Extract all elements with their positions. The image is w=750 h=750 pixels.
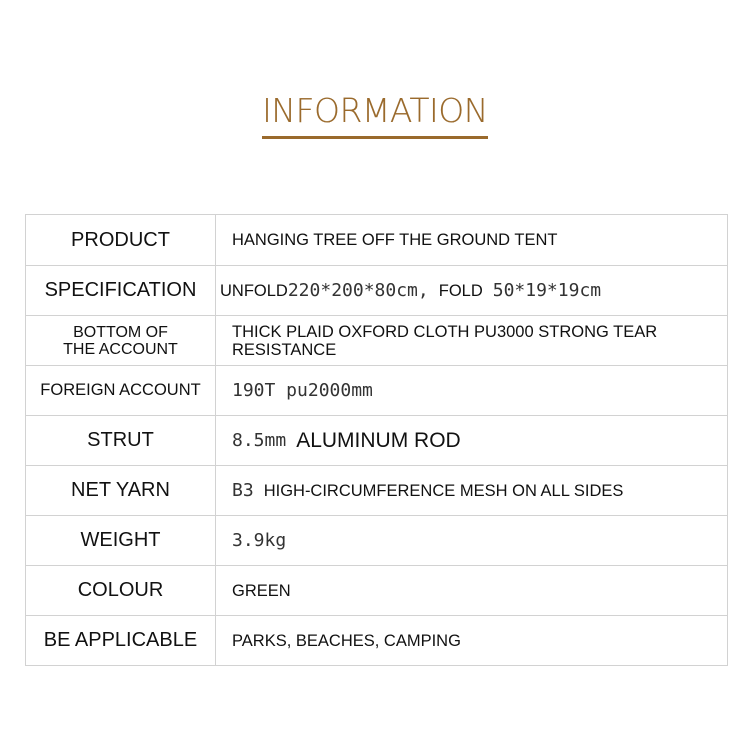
table-row-bottom bbox=[26, 316, 727, 366]
net-yarn-desc: HIGH-CIRCUMFERENCE MESH ON ALL SIDES bbox=[263, 481, 624, 500]
row-label-weight: WEIGHT bbox=[26, 516, 216, 565]
table-row-applicable bbox=[26, 616, 727, 666]
weight-value: 3.9kg bbox=[232, 529, 287, 551]
row-label-foreign-account: FOREIGN ACCOUNT bbox=[26, 366, 216, 415]
row-label-strut: STRUT bbox=[26, 416, 216, 465]
spec-fold-size: 50*19*19cm bbox=[492, 279, 602, 301]
info-table bbox=[25, 214, 728, 666]
spec-fold-label: FOLD bbox=[438, 281, 483, 300]
row-label-product: PRODUCT bbox=[26, 215, 216, 265]
table-row-specification bbox=[26, 266, 727, 316]
row-label-specification: SPECIFICATION bbox=[26, 266, 216, 315]
title-block bbox=[0, 88, 750, 139]
spec-unfold-size: 220*200*80cm, bbox=[287, 279, 429, 301]
foreign-account-value: 190T pu2000mm bbox=[232, 379, 373, 401]
page-title: INFORMATION bbox=[262, 88, 488, 139]
row-value-specification bbox=[216, 266, 727, 315]
row-label-colour: COLOUR bbox=[26, 566, 216, 615]
row-label-bottom bbox=[26, 316, 216, 365]
row-value-strut bbox=[216, 416, 727, 465]
row-label-net-yarn: NET YARN bbox=[26, 466, 216, 515]
strut-size: 8.5mm bbox=[232, 429, 287, 451]
table-row-product bbox=[26, 215, 727, 266]
table-row-net-yarn bbox=[26, 466, 727, 516]
row-label-bottom-line2: THE ACCOUNT bbox=[63, 340, 178, 358]
strut-material: ALUMINUM ROD bbox=[296, 428, 461, 452]
table-row-strut bbox=[26, 416, 727, 466]
row-value-foreign-account bbox=[216, 366, 727, 415]
row-value-bottom: THICK PLAID OXFORD CLOTH PU3000 STRONG TEAR RESISTANCE bbox=[232, 322, 658, 359]
row-value-net-yarn bbox=[216, 466, 727, 515]
row-value-product: HANGING TREE OFF THE GROUND TENT bbox=[232, 231, 558, 249]
net-yarn-code: B3 bbox=[232, 479, 254, 501]
row-value-applicable: PARKS, BEACHES, CAMPING bbox=[232, 631, 461, 650]
row-label-applicable: BE APPLICABLE bbox=[26, 616, 216, 665]
spec-unfold-label: UNFOLD bbox=[220, 281, 288, 300]
row-value-weight bbox=[216, 516, 727, 565]
table-row-foreign-account bbox=[26, 366, 727, 416]
row-value-colour: GREEN bbox=[232, 581, 291, 600]
table-row-weight bbox=[26, 516, 727, 566]
table-row-colour bbox=[26, 566, 727, 616]
row-label-bottom-line1: BOTTOM OF bbox=[73, 323, 168, 341]
